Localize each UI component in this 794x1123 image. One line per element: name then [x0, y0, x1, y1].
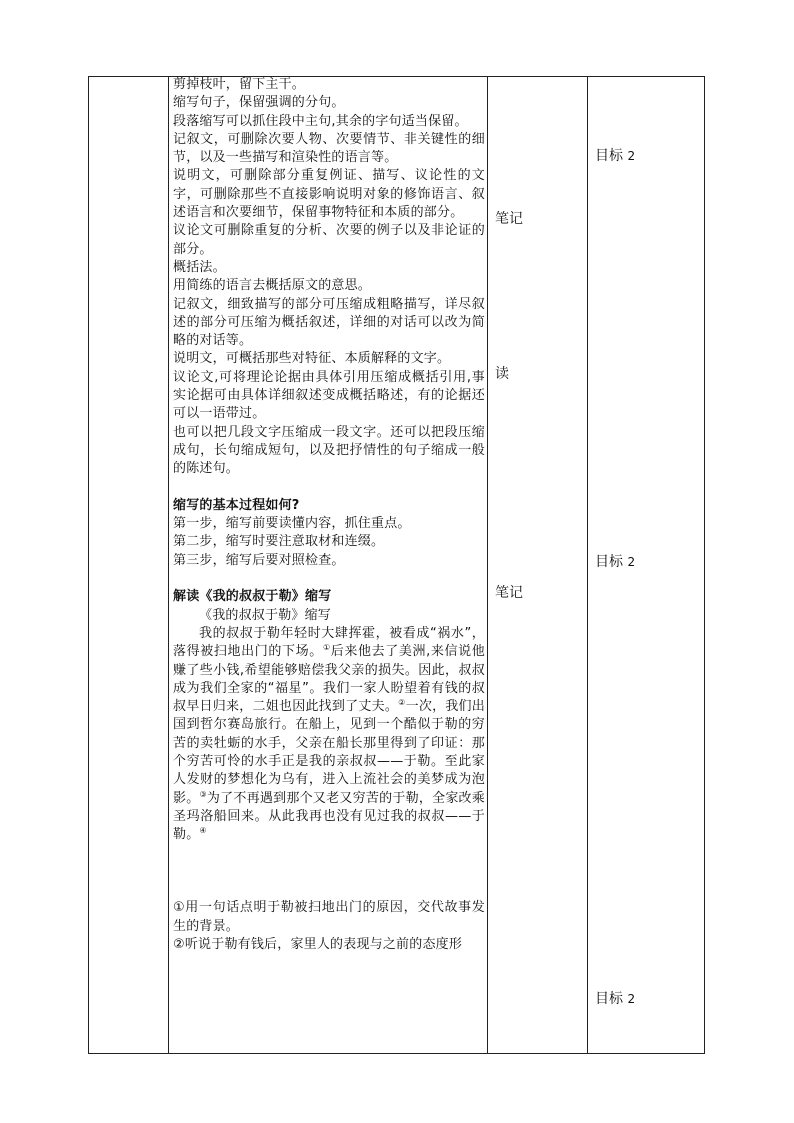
- story-title: 《我的叔叔于勒》缩写: [199, 607, 332, 623]
- activity-label: 笔记: [495, 585, 523, 601]
- content-column: [173, 76, 485, 954]
- spacer: [173, 570, 485, 588]
- text-line: 也可以把几段文字压缩成一段文字。还可以把段压缩成句，长句缩成短句，以及把抒情性的句子缩成一般的陈述句。: [173, 424, 485, 477]
- spacer: [173, 863, 485, 881]
- note-text: ②听说于勒有钱后，家里人的表现与之前的态度形: [173, 936, 463, 952]
- process-heading: 缩写的基本过程如何?: [173, 497, 300, 513]
- goal-label: 目标 2: [595, 991, 636, 1007]
- text-line: 缩写句子，保留强调的分句。: [173, 95, 345, 111]
- story-heading: 解读《我的叔叔于勒》缩写: [173, 589, 332, 605]
- note-marker: ④: [199, 826, 207, 836]
- text-line: 议论文可删除重复的分析、次要的例子以及非论证的部分。: [173, 223, 485, 257]
- spacer: [173, 844, 485, 862]
- note-marker: ②: [398, 698, 406, 708]
- goal-label: 目标 2: [595, 148, 636, 164]
- spacer: [173, 479, 485, 497]
- process-step: 第二步，缩写时要注意取材和连缀。: [173, 534, 385, 550]
- story-text: 一次，我们出国到哲尔赛岛旅行。在船上，见到一个酷似于勒的穷苦的卖牡蛎的水手，父亲在船长那里得到了印证：那个穷苦可怜的水手正是我的亲叔叔——于勒。至此家人发财的梦想化为乌有，进入上流社会的美梦成为泡影。: [173, 699, 485, 806]
- story-paragraph: [173, 625, 485, 845]
- text-line: 议论文,可将理论论据由具体引用压缩成概括引用,事实论据可由具体详细叙述变成概括略述，有的论据还可以一语带过。: [173, 369, 485, 422]
- text-line: 概括法。: [173, 259, 226, 275]
- spacer: [173, 881, 485, 899]
- table-border-right: [704, 76, 705, 1054]
- table-divider-2: [487, 76, 488, 1054]
- text-line: 说明文，可删除部分重复例证、描写、议论性的文字，可删除那些不直接影响说明对象的修饰语言、叙述语言和次要细节，保留事物特征和本质的部分。: [173, 168, 485, 221]
- goal-label: 目标 2: [595, 554, 636, 570]
- table-border-left: [88, 76, 89, 1054]
- text-line: 剪掉枝叶，留下主干。: [173, 77, 306, 92]
- story-text: 我的叔叔于勒年轻时大肆挥霍，被看成“祸水”，落得被扫地出门的下场。: [173, 625, 485, 660]
- story-text: 为了不再遇到那个又老又穷苦的于勒，全家改乘圣玛洛船回来。从此我再也没有见过我的叔叔——于勒。: [173, 790, 486, 843]
- story-text: 后来他去了美洲,来信说他赚了些小钱,希望能够赔偿我父亲的损失。因此，叔叔成为我们全家的“福星”。我们一家人盼望着有钱的叔叔早日归来，二姐也因此找到了丈夫。: [173, 644, 486, 715]
- text-line: 记叙文，细致描写的部分可压缩成粗略描写，详尽叙述的部分可压缩为概括叙述，详细的对话可以改为简略的对话等。: [173, 296, 485, 349]
- process-step: 第一步，缩写前要读懂内容，抓住重点。: [173, 516, 411, 532]
- table-divider-1: [168, 76, 169, 1054]
- text-line: 用简练的语言去概括原文的意思。: [173, 278, 372, 294]
- note-marker: ③: [199, 789, 207, 799]
- activity-label: 笔记: [495, 211, 523, 227]
- text-line: 说明文，可概括那些对特征、本质解释的文字。: [173, 351, 451, 367]
- process-step: 第三步，缩写后要对照检查。: [173, 552, 345, 568]
- table-divider-3: [587, 76, 588, 1054]
- text-line: 段落缩写可以抓住段中主句,其余的字句适当保留。: [173, 113, 468, 129]
- note-marker: ①: [322, 643, 331, 653]
- table-border-bottom: [88, 1053, 705, 1054]
- note-text: ①用一句话点明于勒被扫地出门的原因，交代故事发生的背景。: [173, 900, 485, 934]
- text-line: 记叙文，可删除次要人物、次要情节、非关键性的细节，以及一些描写和渲染性的语言等。: [173, 131, 485, 166]
- activity-label: 读: [495, 366, 509, 382]
